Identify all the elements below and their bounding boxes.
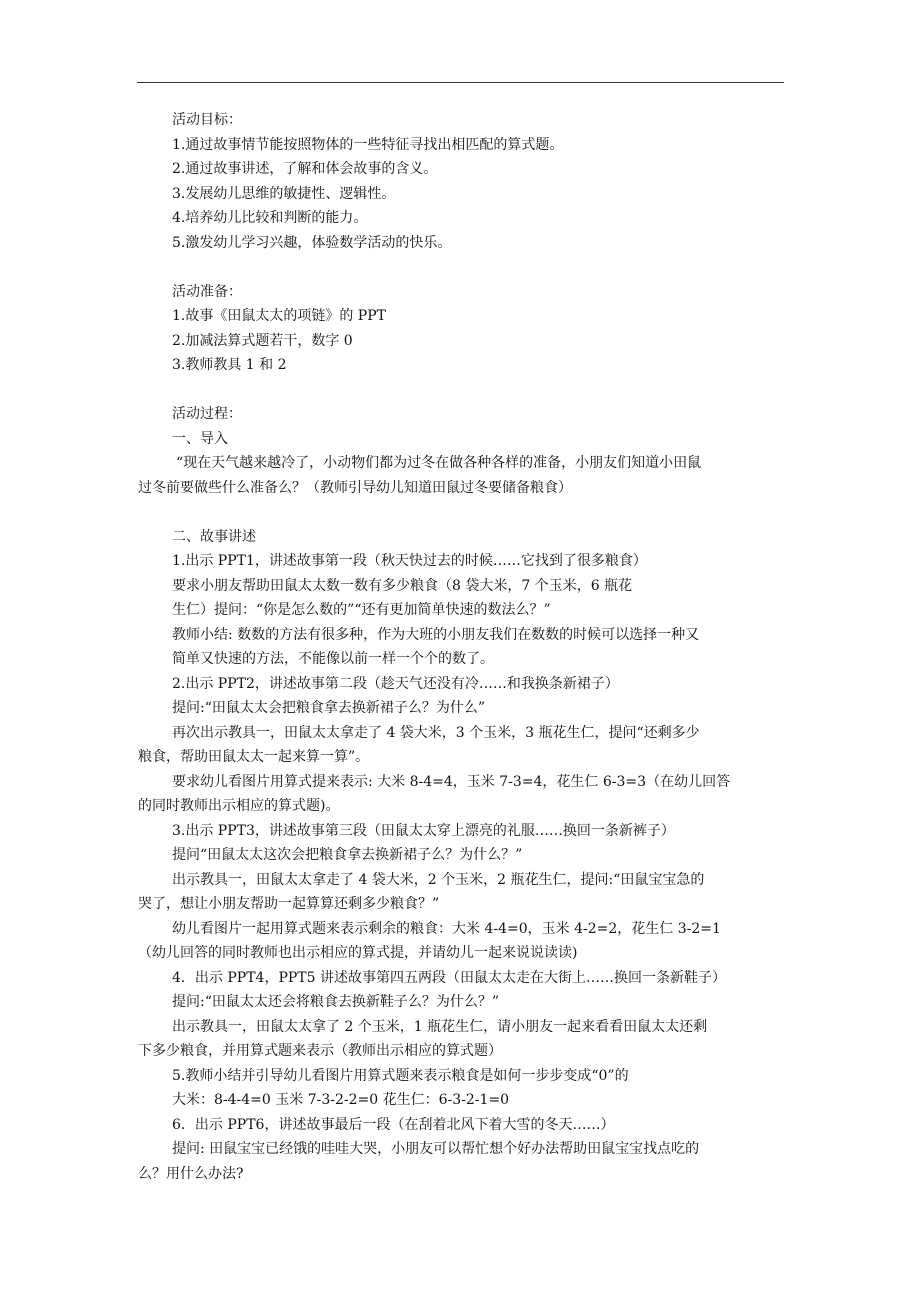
story-line: 么？用什么办法?	[138, 1165, 244, 1182]
story-line: 出示教具一，田鼠太太拿了 2 个玉米，1 瓶花生仁，请小朋友一起来看看田鼠太太还剩	[172, 1018, 708, 1035]
process-heading: 活动过程：	[172, 406, 242, 422]
story-line: 生仁）提问：“你是怎么数的”“还有更加简单快速的数法么？”	[172, 602, 551, 618]
document-body	[138, 108, 784, 1186]
goal-item: 5.激发幼儿学习兴趣，体验数学活动的快乐。	[172, 234, 452, 251]
story-line: 要求幼儿看图片用算式提来表示: 大米 8-4=4，玉米 7-3=4，花生仁 6-3=3（在幼儿回答	[172, 773, 731, 790]
story-line: 下多少粮食，并用算式题来表示（教师出示相应的算式题）	[138, 1043, 502, 1059]
prep-section	[138, 280, 784, 378]
intro-paragraph-line: 过冬前要做些什么准备么？（教师引导幼儿知道田鼠过冬要储备粮食）	[138, 479, 572, 496]
prep-item: 3.教师教具 1 和 2	[172, 357, 287, 373]
story-line: 1.出示 PPT1，讲述故事第一段（秋天快过去的时候……它找到了很多粮食）	[172, 553, 647, 569]
blank-line	[138, 255, 784, 280]
process-section	[138, 402, 784, 1186]
story-line: 出示教具一，田鼠太太拿走了 4 袋大米，2 个玉米，2 瓶花生仁，提问:“田鼠宝宝急的	[172, 871, 705, 888]
story-line: 简单又快速的方法，不能像以前一样一个个的数了。	[172, 651, 494, 667]
story-line: 2.出示 PPT2，讲述故事第二段（趁天气还没有冷……和我换条新裙子）	[172, 675, 619, 692]
story-line: 提问:“田鼠太太会把粮食拿去换新裙子么？为什么”	[172, 700, 486, 716]
story-line: 的同时教师出示相应的算式题)。	[138, 798, 340, 814]
blank-line	[138, 378, 784, 403]
header-rule	[137, 82, 784, 83]
goal-item: 1.通过故事情节能按照物体的一些特征寻找出相匹配的算式题。	[172, 136, 564, 153]
story-line: 哭了，想让小朋友帮助一起算算还剩多少粮食？”	[138, 896, 440, 912]
story-lines	[138, 549, 784, 1186]
story-heading: 二、故事讲述	[172, 528, 256, 545]
story-line: 5.教师小结并引导幼儿看图片用算式题来表示粮食是如何一步步变成“0”的	[172, 1067, 629, 1084]
prep-item: 1.故事《田鼠太太的项链》的 PPT	[172, 308, 386, 324]
story-line: 要求小朋友帮助田鼠太太数一数有多少粮食（8 袋大米，7 个玉米，6 瓶花	[172, 577, 633, 594]
story-line: 提问“田鼠太太这次会把粮食拿去换新裙子么？为什么？”	[172, 847, 523, 863]
story-line: 4．出示 PPT4，PPT5 讲述故事第四五两段（田鼠太太走在大街上……换回一条新鞋子）	[172, 969, 726, 986]
story-line: 提问:“田鼠太太还会将粮食去换新鞋子么？为什么？”	[172, 994, 500, 1010]
blank-line	[138, 500, 784, 525]
story-line: 粮食，帮助田鼠太太一起来算一算”。	[138, 749, 370, 765]
goal-item: 2.通过故事讲述，了解和体会故事的含义。	[172, 161, 438, 177]
goal-item: 4.培养幼儿比较和判断的能力。	[172, 210, 368, 226]
story-line: 6．出示 PPT6，讲述故事最后一段（在刮着北风下着大雪的冬天……）	[172, 1116, 615, 1133]
intro-paragraph-line: “现在天气越来越冷了，小动物们都为过冬在做各种各样的准备，小朋友们知道小田鼠	[176, 455, 702, 471]
goals-heading: 活动目标：	[172, 112, 242, 128]
story-line: 3.出示 PPT3，讲述故事第三段（田鼠太太穿上漂亮的礼服……换回一条新裤子）	[172, 822, 675, 839]
story-line: 幼儿看图片一起用算式题来表示剩余的粮食：大米 4-4=0，玉米 4-2=2，花生仁 3-2=1	[172, 920, 721, 937]
story-line: 教师小结: 数数的方法有很多种，作为大班的小朋友我们在数数的时候可以选择一种又	[172, 626, 700, 643]
story-line: 大米：8-4-4=0 玉米 7-3-2-2=0 花生仁：6-3-2-1=0	[172, 1092, 510, 1108]
goal-item: 3.发展幼儿思维的敏捷性、逻辑性。	[172, 185, 396, 202]
story-line: （幼儿回答的同时教师也出示相应的算式提，并请幼儿一起来说说读读)	[138, 945, 578, 961]
story-line: 提问: 田鼠宝宝已经饿的哇哇大哭，小朋友可以帮忙想个好办法帮助田鼠宝宝找点吃的	[172, 1141, 700, 1157]
intro-heading: 一、导入	[172, 430, 228, 447]
prep-item: 2.加减法算式题若干，数字 0	[172, 332, 353, 349]
goals-section	[138, 108, 784, 255]
prep-heading: 活动准备：	[172, 283, 242, 300]
story-line: 再次出示教具一，田鼠太太拿走了 4 袋大米，3 个玉米，3 瓶花生仁，提问“还剩多少	[172, 724, 700, 741]
